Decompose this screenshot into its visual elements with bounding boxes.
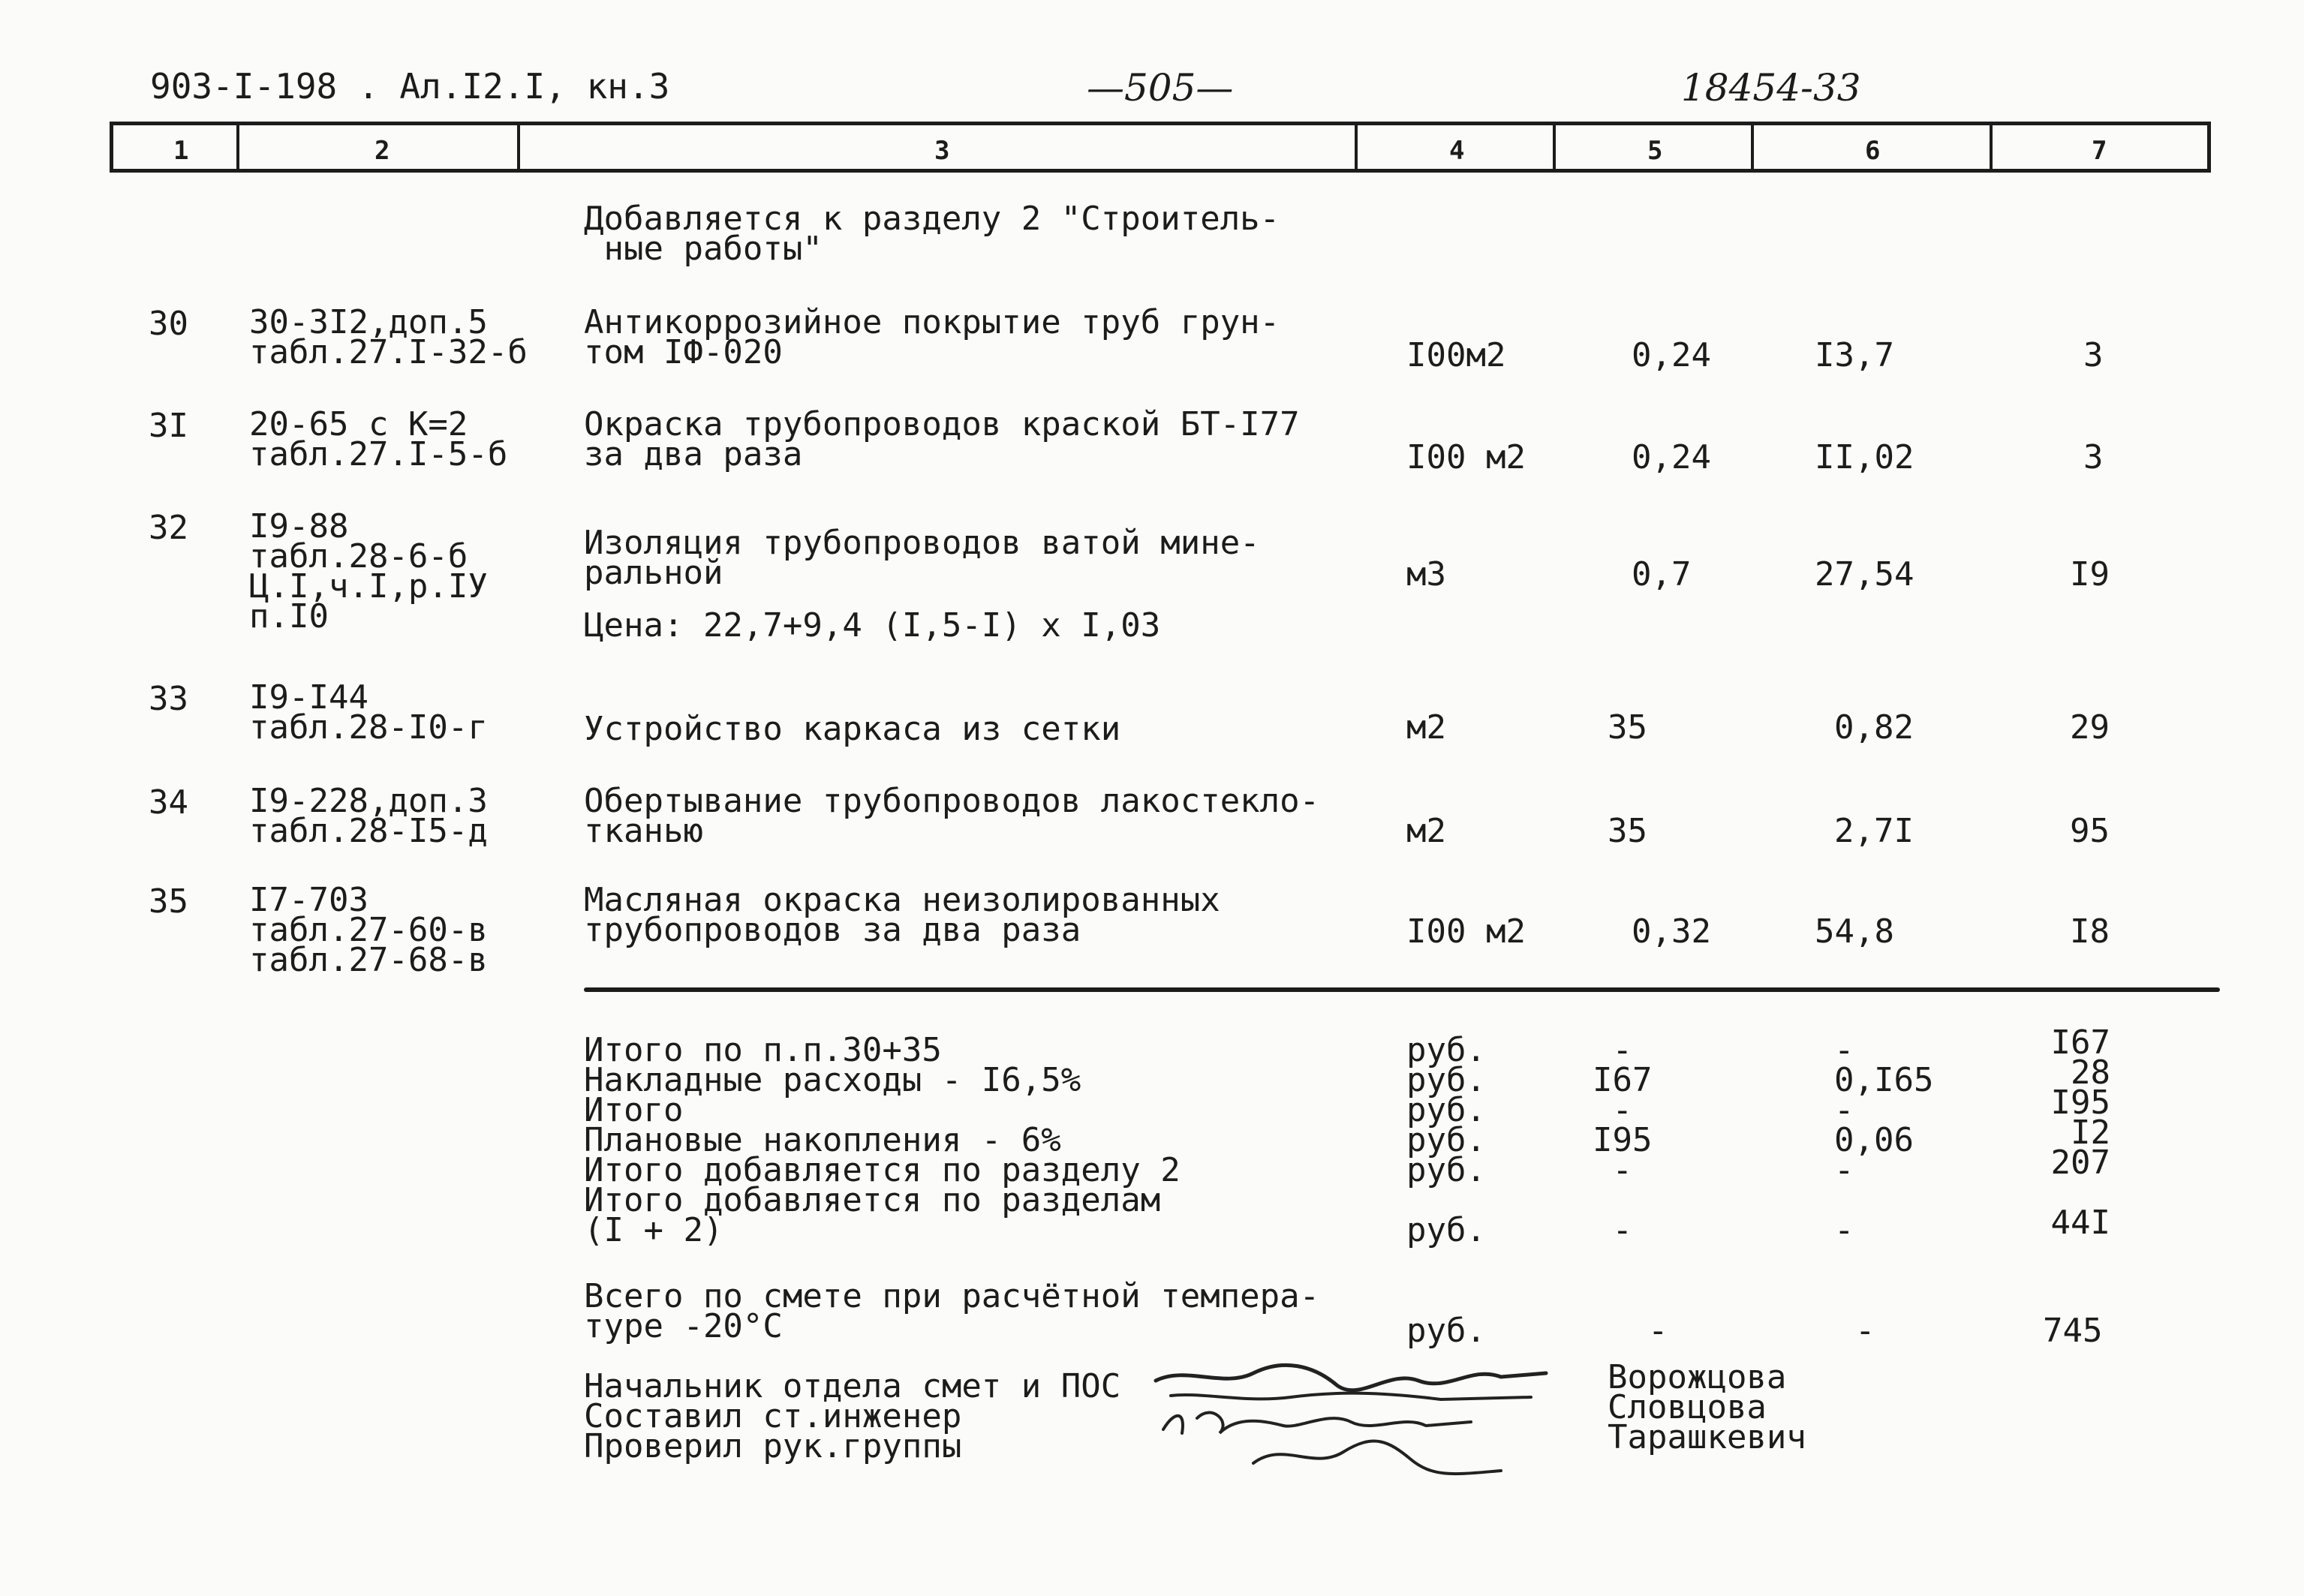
work-description: Антикоррозийное покрытие труб грун- том IФ-020: [584, 303, 1280, 371]
row-number: 3I: [149, 407, 188, 445]
summary-col7: I67 28 I95 I2 207 44I: [2050, 1023, 2110, 1242]
quantity: 0,24: [1632, 438, 1711, 476]
column-number-5: 5: [1647, 136, 1663, 166]
signature-names: Ворожцова Словцова Тарашкевич: [1608, 1358, 1806, 1456]
document-code: 18454-33: [1681, 66, 1861, 110]
quantity: 35: [1608, 708, 1647, 747]
work-description: Обертывание трубопроводов лакостекло- тканью: [584, 782, 1320, 850]
unit: I00м2: [1406, 336, 1506, 374]
work-description: Масляная окраска неизолированных трубопроводов за два раза: [584, 881, 1220, 949]
norm-reference: I9-228,доп.3 табл.28-I5-д: [249, 782, 488, 850]
column-number-1: 1: [173, 136, 189, 166]
quantity: 0,32: [1632, 912, 1711, 951]
unit-price: 27,54: [1815, 555, 1914, 594]
total-cost: 3: [2083, 438, 2104, 476]
grand-total-col5: -: [1648, 1312, 1668, 1350]
column-number-7: 7: [2092, 136, 2107, 166]
norm-reference: I9-I44 табл.28-I0-г: [249, 678, 488, 747]
row-number: 32: [149, 509, 188, 547]
work-description: Окраска трубопроводов краской БТ-I77 за два раза: [584, 405, 1300, 473]
unit: м2: [1406, 812, 1446, 850]
total-cost: 29: [2070, 708, 2110, 747]
unit: м3: [1406, 555, 1446, 594]
section-note: Добавляется к разделу 2 "Строитель- ные работы": [584, 200, 1280, 268]
work-description: Устройство каркаса из сетки: [584, 710, 1121, 748]
grand-total-value: 745: [2043, 1312, 2103, 1350]
handwritten-signatures: [1141, 1351, 1561, 1486]
price-formula: Цена: 22,7+9,4 (I,5-I) х I,03: [584, 606, 1161, 645]
unit-price: 2,7I: [1834, 812, 1914, 850]
quantity: 35: [1608, 812, 1647, 850]
row-number: 35: [149, 882, 188, 921]
row-number: 33: [149, 680, 188, 718]
unit-price: I3,7: [1815, 336, 1894, 374]
norm-reference: I9-88 табл.28-6-б Ц.I,ч.I,р.IУ п.I0: [249, 507, 488, 636]
page-number: —505—: [1087, 66, 1234, 110]
work-description: Изоляция трубопроводов ватой мине- ральной: [584, 524, 1260, 592]
column-number-header: [110, 122, 2211, 173]
column-number-6: 6: [1865, 136, 1881, 166]
unit-price: 0,82: [1834, 708, 1914, 747]
column-number-4: 4: [1449, 136, 1465, 166]
unit: м2: [1406, 708, 1446, 747]
norm-reference: 30-3I2,доп.5 табл.27.I-32-б: [249, 303, 528, 371]
signature-roles: Начальник отдела смет и ПОС Составил ст.инженер Проверил рук.группы: [584, 1367, 1121, 1465]
row-number: 30: [149, 305, 188, 343]
norm-reference: I7-703 табл.27-60-в табл.27-68-в: [249, 881, 488, 979]
column-number-2: 2: [374, 136, 390, 166]
grand-total-label: Всего по смете при расчётной темпера- туре -20°С: [584, 1277, 1320, 1345]
unit: I00 м2: [1406, 912, 1526, 951]
norm-reference: 20-65 с К=2 табл.27.I-5-б: [249, 405, 508, 473]
summary-labels: Итого по п.п.30+35 Накладные расходы - I6,5% Итого Плановые накопления - 6% Итого добавляется по разделу 2 Итого добавляется по разделам (I + 2): [584, 1031, 1181, 1249]
quantity: 0,24: [1632, 336, 1711, 374]
total-cost: 3: [2083, 336, 2104, 374]
total-cost: 95: [2070, 812, 2110, 850]
unit-price: II,02: [1815, 438, 1914, 476]
grand-total-unit: руб.: [1406, 1312, 1486, 1350]
summary-col5: - I67 - I95 - -: [1593, 1031, 1653, 1249]
quantity: 0,7: [1632, 555, 1692, 594]
row-number: 34: [149, 783, 188, 822]
summary-units: руб. руб. руб. руб. руб. руб.: [1406, 1031, 1486, 1249]
document-reference: 903-I-198 . Ал.I2.I, кн.3: [150, 66, 670, 107]
unit-price: 54,8: [1815, 912, 1894, 951]
total-cost: I8: [2070, 912, 2110, 951]
unit: I00 м2: [1406, 438, 1526, 476]
total-cost: I9: [2070, 555, 2110, 594]
section-divider: [584, 987, 2220, 992]
grand-total-col6: -: [1855, 1312, 1875, 1350]
summary-col6: - 0,I65 - 0,06 - -: [1834, 1031, 1934, 1249]
column-number-3: 3: [934, 136, 950, 166]
